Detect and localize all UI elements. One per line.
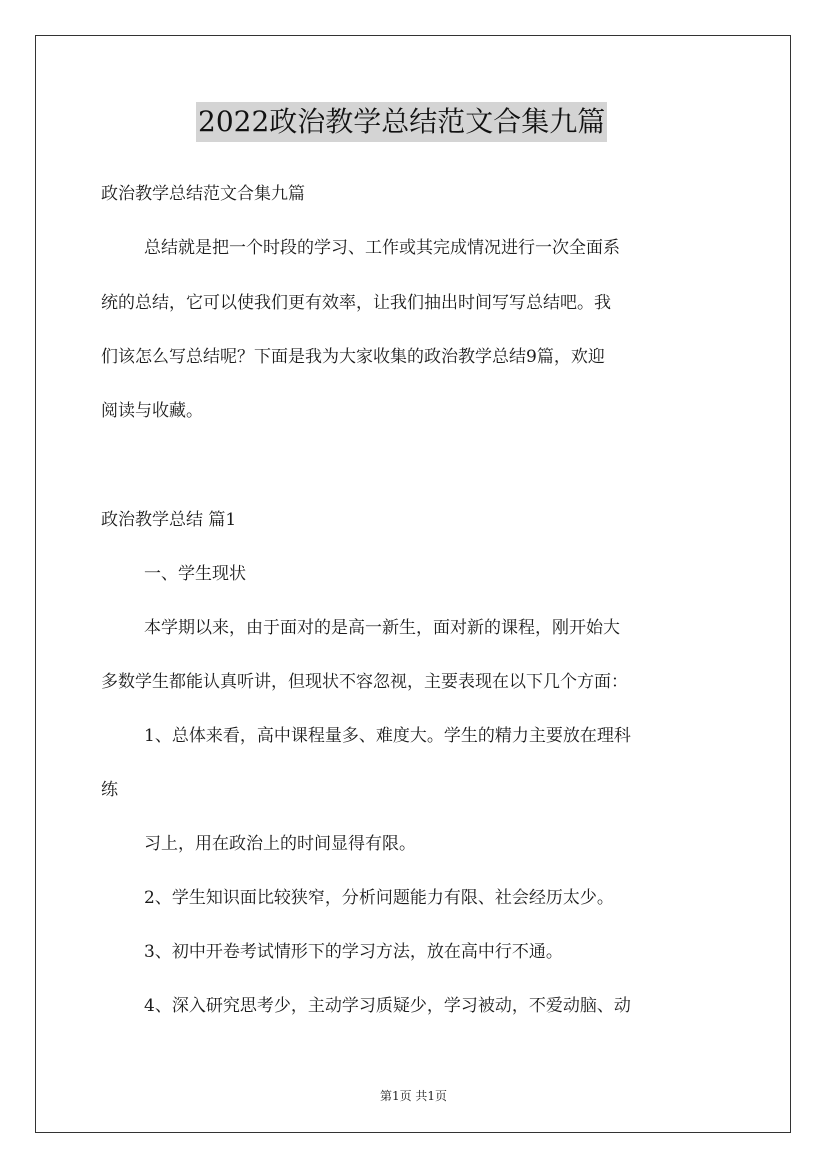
list-item-line: 4、深入研究思考少，主动学习质疑少，学习被动，不爱动脑、动 <box>144 996 631 1016</box>
section-heading: 政治教学总结 篇1 <box>101 510 237 530</box>
paragraph-line: 本学期以来，由于面对的是高一新生，面对新的课程，刚开始大 <box>144 618 620 638</box>
list-item-line: 习上，用在政治上的时间显得有限。 <box>144 834 416 854</box>
page-number-footer: 第1页 共1页 <box>379 1089 448 1103</box>
paragraph-line: 统的总结，它可以使我们更有效率，让我们抽出时间写写总结吧。我 <box>101 293 611 313</box>
list-item-line: 1、总体来看，高中课程量多、难度大。学生的精力主要放在理科 <box>144 726 631 746</box>
paragraph-line: 多数学生都能认真听讲，但现状不容忽视，主要表现在以下几个方面： <box>101 672 628 692</box>
list-item-line: 练 <box>101 780 118 800</box>
list-item-line: 3、初中开卷考试情形下的学习方法，放在高中行不通。 <box>144 942 563 962</box>
paragraph-line: 阅读与收藏。 <box>101 401 203 421</box>
list-item-line: 2、学生知识面比较狭窄，分析问题能力有限、社会经历太少。 <box>144 888 614 908</box>
subsection-heading: 一、学生现状 <box>144 564 246 584</box>
subtitle-line: 政治教学总结范文合集九篇 <box>101 184 305 204</box>
paragraph-line: 总结就是把一个时段的学习、工作或其完成情况进行一次全面系 <box>144 238 620 258</box>
document-title: 2022政治教学总结范文合集九篇 <box>196 102 607 142</box>
paragraph-line: 们该怎么写总结呢？下面是我为大家收集的政治教学总结9篇，欢迎 <box>101 347 605 367</box>
